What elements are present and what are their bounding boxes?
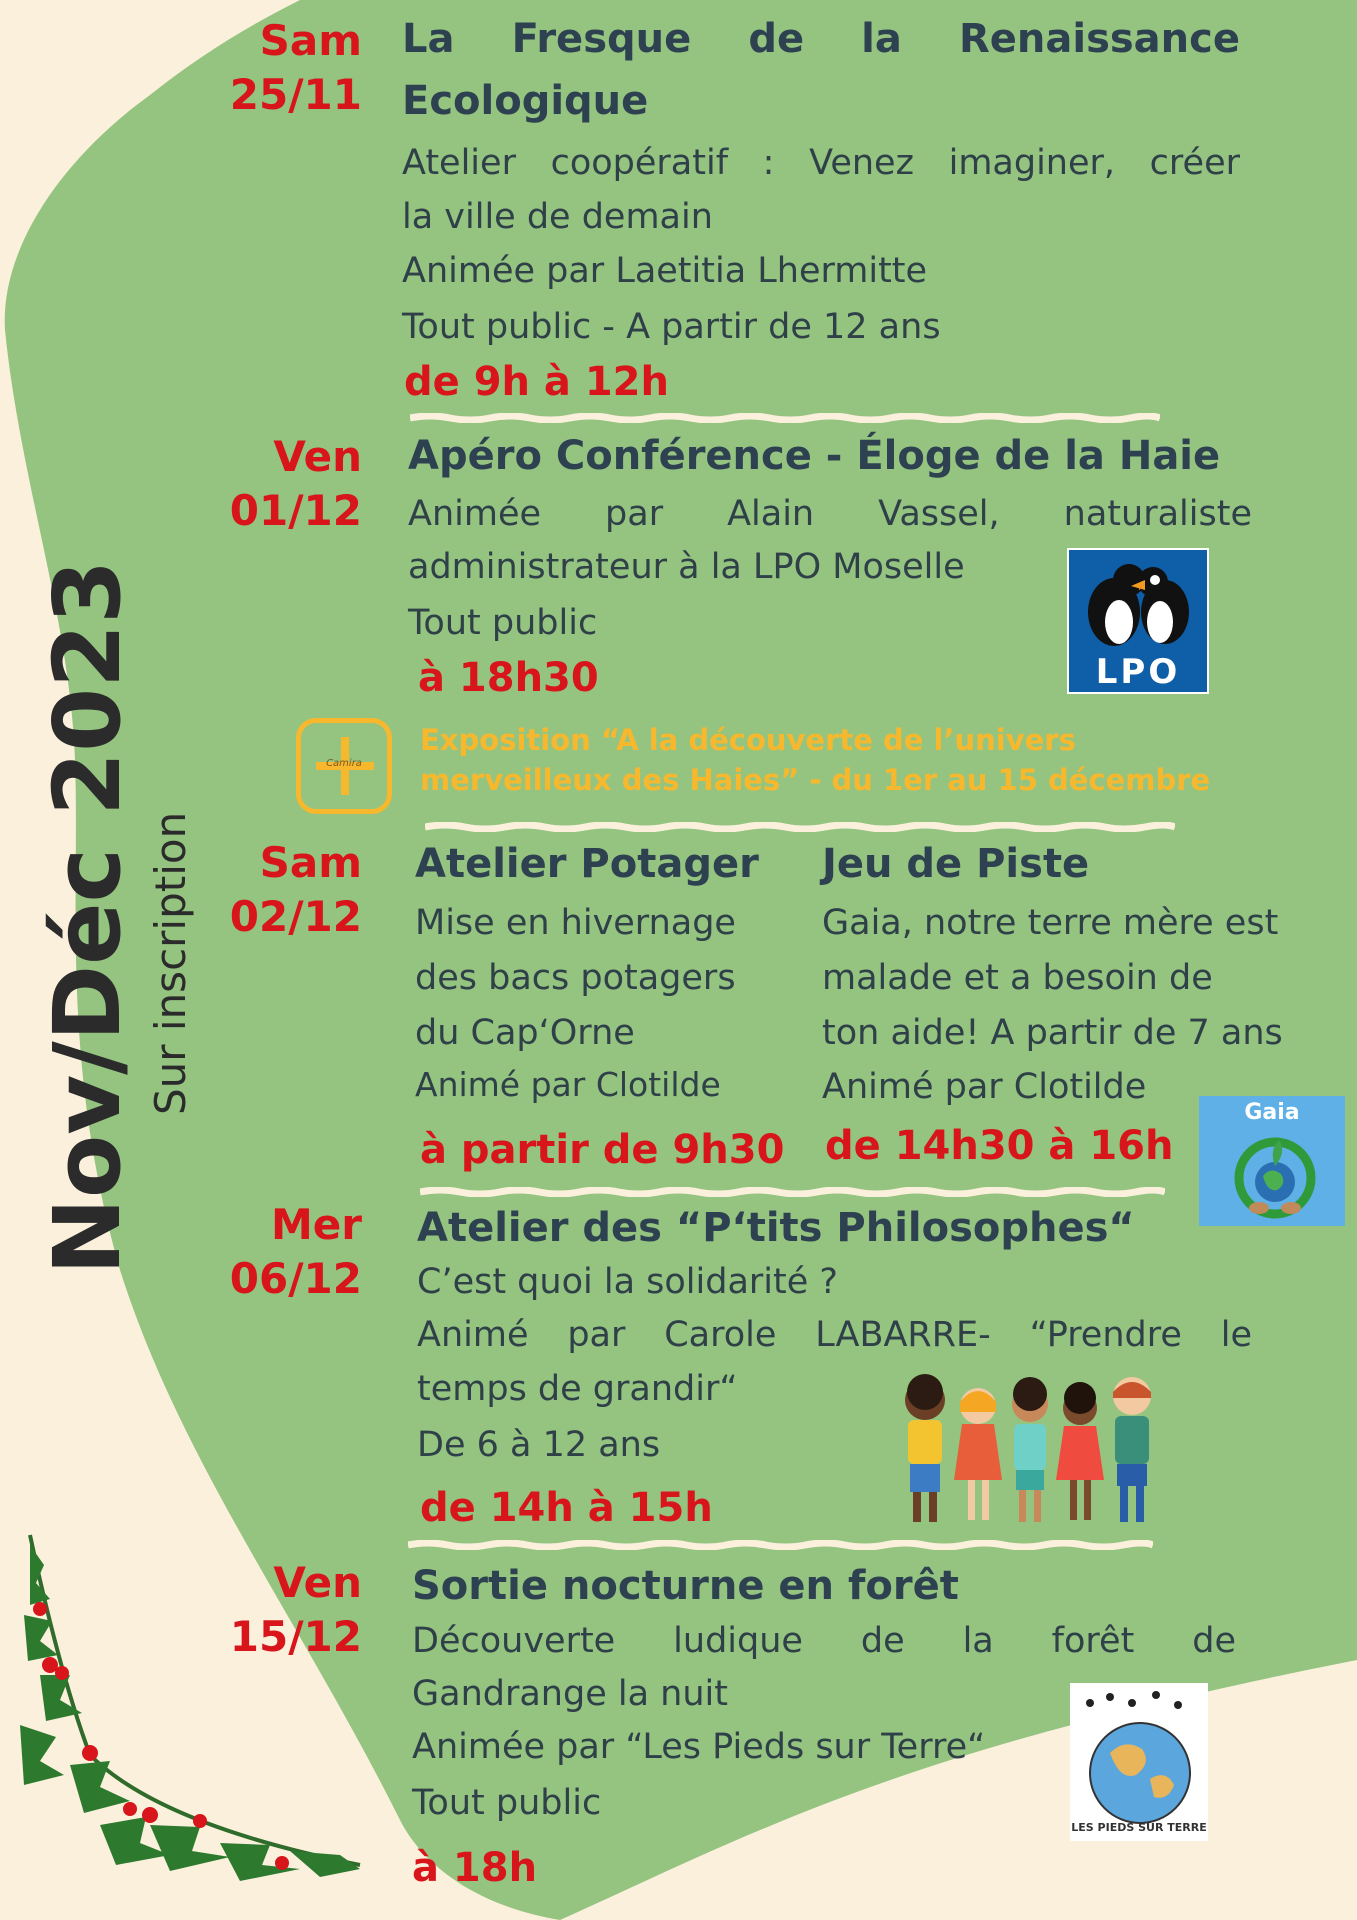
event-1-day: Sam [259,16,362,65]
event-4-daymonth: 06/12 [229,1254,362,1303]
event-4-audience: De 6 à 12 ans [417,1425,661,1465]
event-2-host-line1: Animée par Alain Vassel, naturaliste [408,494,1252,534]
child-1 [905,1374,945,1522]
earth-footprints-icon [1070,1683,1208,1841]
event-3-left-line1: Mise en hivernage [415,903,736,943]
event-5-desc-line1: Découverte ludique de la forêt de [412,1621,1236,1661]
child-2 [954,1388,1002,1520]
event-3-date [192,836,362,944]
event-1-desc-line2: la ville de demain [402,197,713,237]
child-3 [1012,1377,1048,1522]
event-4-host-line2: temps de grandir“ [417,1369,738,1409]
event-4-title: Atelier des “P‘tits Philosophes“ [417,1205,1135,1251]
gaia-logo-text: Gaia [1244,1100,1300,1125]
event-3-left-line2: des bacs potagers [415,958,736,998]
pieds-logo-text: LES PIEDS SUR TERRE [1071,1821,1207,1834]
holly-decoration [0,1525,380,1905]
puffin-icon [1069,550,1209,654]
event-2-host-line2: administrateur à la LPO Moselle [408,547,965,587]
event-4-question: C’est quoi la solidarité ? [417,1262,838,1302]
event-2-date [192,430,362,538]
event-3-left-host: Animé par Clotilde [415,1065,721,1104]
event-1-date [192,14,362,122]
expo-line2: merveilleux des Haies” - du 1er au 15 décembre [420,763,1211,797]
event-1-title-line1: La Fresque de la Renaissance [402,16,1240,62]
camira-badge [296,718,392,814]
event-1-daymonth: 25/11 [229,70,362,119]
event-1-desc-line1: Atelier coopératif : Venez imaginer, créer [402,143,1240,183]
divider-2 [425,822,1175,832]
divider-3 [420,1187,1165,1197]
event-5-day: Ven [273,1558,362,1607]
event-2-daymonth: 01/12 [229,486,362,535]
event-3-right-line2: malade et a besoin de [822,958,1213,998]
side-subtitle: Sur inscription [146,811,195,1115]
event-3-right-host: Animé par Clotilde [822,1067,1147,1107]
event-4-date [192,1198,362,1306]
lpo-logo [1067,548,1209,694]
event-3-right-title: Jeu de Piste [822,841,1090,887]
event-4-host-line1: Animé par Carole LABARRE- “Prendre le [417,1315,1252,1355]
event-5-desc-line2: Gandrange la nuit [412,1674,728,1714]
child-4 [1056,1382,1104,1520]
event-5-host: Animée par “Les Pieds sur Terre“ [412,1727,986,1767]
event-3-left-title: Atelier Potager [415,841,759,887]
gaia-logo [1199,1096,1345,1226]
event-3-day: Sam [259,838,362,887]
event-3-daymonth: 02/12 [229,892,362,941]
children-illustration [880,1372,1170,1528]
pieds-sur-terre-logo [1070,1683,1208,1841]
event-3-left-time: à partir de 9h30 [420,1127,785,1173]
earth-recycle-icon [1199,1126,1345,1226]
event-5-audience: Tout public [412,1783,602,1823]
event-1-audience: Tout public - A partir de 12 ans [402,307,941,347]
event-2-day: Ven [273,432,362,481]
event-4-time: de 14h à 15h [420,1485,713,1531]
event-2-title: Apéro Conférence - Éloge de la Haie [408,433,1221,479]
event-5-title: Sortie nocturne en forêt [412,1563,959,1609]
expo-line1: Exposition “A la découverte de l’univers [420,723,1076,757]
divider-1 [410,413,1160,423]
side-title: Nov/Déc 2023 [34,559,141,1275]
event-3-left-line3: du Cap‘Orne [415,1013,635,1053]
event-2-audience: Tout public [408,603,598,643]
child-5 [1113,1377,1151,1522]
event-2-time: à 18h30 [418,655,599,701]
event-5-time: à 18h [412,1845,538,1891]
event-1-time: de 9h à 12h [404,359,669,405]
camira-text: Camira [326,758,362,769]
event-3-right-line1: Gaia, notre terre mère est [822,903,1279,943]
event-3-right-line3: ton aide! A partir de 7 ans [822,1013,1283,1053]
event-1-title-line2: Ecologique [402,78,649,124]
event-3-right-time: de 14h30 à 16h [825,1123,1174,1169]
event-1-host: Animée par Laetitia Lhermitte [402,251,928,291]
holly-icon [20,1535,360,1881]
event-4-day: Mer [271,1200,362,1249]
divider-4 [408,1540,1153,1550]
event-5-daymonth: 15/12 [229,1612,362,1661]
lpo-logo-text: LPO [1095,652,1181,692]
